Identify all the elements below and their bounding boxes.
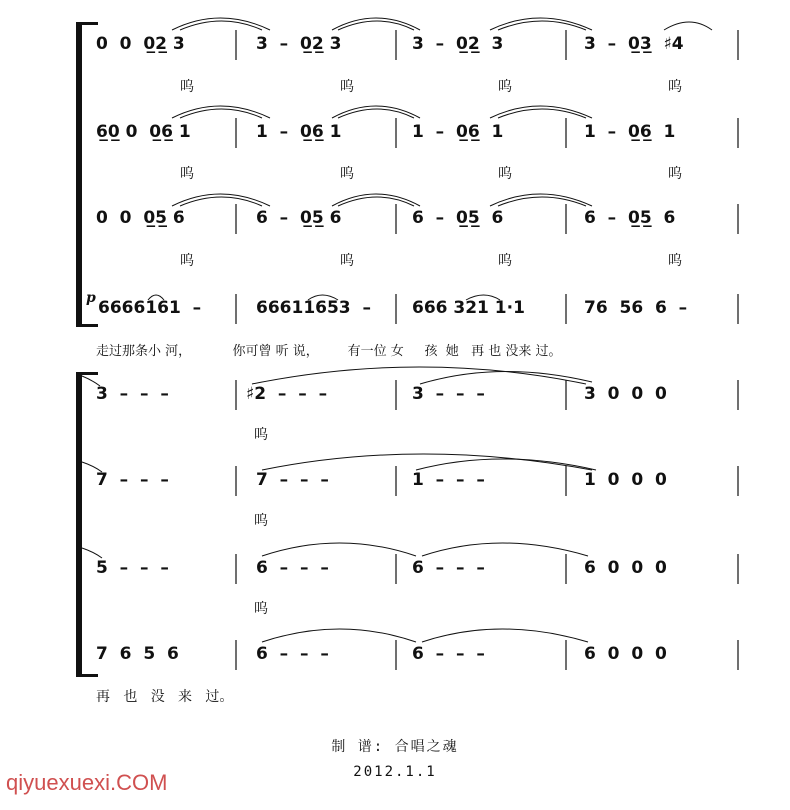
- lyric-syllable: 呜: [340, 166, 354, 182]
- measure: 3 – 0̲2̲ 3: [256, 34, 342, 54]
- measure: 1 – 0̲6̲ 1: [412, 122, 504, 142]
- slur: [148, 295, 164, 300]
- lyric-syllable: 呜: [254, 513, 268, 529]
- measure: 6 – 0̲5̲ 6: [256, 208, 342, 228]
- lyric-syllable: 呜: [668, 166, 682, 182]
- lyric-syllable: 呜: [180, 166, 194, 182]
- measure: 6 0 0 0: [584, 558, 667, 578]
- site-watermark: qiyuexuexi.COM: [6, 770, 168, 795]
- measure: 7 – – –: [256, 470, 329, 490]
- lyric-syllable: 呜: [340, 253, 354, 269]
- lyric-syllable: 呜: [180, 79, 194, 95]
- measure: 66611653 –: [256, 298, 371, 318]
- lyric-syllable: 呜: [254, 601, 268, 617]
- tie: [262, 629, 416, 642]
- slur: [172, 106, 270, 118]
- measure: 3 – 0̲3̲ ♯4: [584, 34, 684, 54]
- slur: [490, 18, 592, 30]
- measure: 6 – 0̲5̲ 6: [584, 208, 676, 228]
- slur: [308, 295, 338, 300]
- measure: 3 – 0̲2̲ 3: [412, 34, 504, 54]
- slur: [664, 22, 712, 30]
- lyric-syllable: 呜: [254, 427, 268, 443]
- lyric-syllable: 呜: [668, 253, 682, 269]
- tie: [252, 367, 586, 384]
- measure: 6 – – –: [412, 644, 485, 664]
- measure: 3 – – –: [96, 384, 169, 404]
- barlines: [236, 30, 738, 670]
- tie: [82, 376, 100, 386]
- lyric-line: 再 也 没 来 过。: [96, 689, 234, 705]
- lyric-line: 走过那条小 河， 你可曾 听 说， 有一位 女 孩 她 再 也 没来 过。: [96, 344, 562, 359]
- measure: 1 – 0̲6̲ 1: [256, 122, 342, 142]
- slur: [172, 194, 270, 206]
- measure: 6 – – –: [412, 558, 485, 578]
- tie: [422, 543, 588, 556]
- measure: 7 6 5 6: [96, 644, 179, 664]
- tie: [82, 548, 102, 558]
- lyric-syllable: 呜: [498, 253, 512, 269]
- measure: 1 – 0̲6̲ 1: [584, 122, 676, 142]
- slur: [490, 194, 592, 206]
- measure: 6̲0̲ 0 0̲6̲ 1: [96, 122, 191, 142]
- measure: 666 321 1·1: [412, 298, 525, 318]
- slurs: [82, 18, 712, 642]
- measure: 1 0 0 0: [584, 470, 667, 490]
- measure: 6 0 0 0: [584, 644, 667, 664]
- lyric-syllable: 呜: [668, 79, 682, 95]
- arranger-credit: 制 谱: 合唱之魂: [331, 739, 459, 755]
- lyric-syllable: 呜: [498, 79, 512, 95]
- tie: [422, 629, 588, 642]
- measure: 5 – – –: [96, 558, 169, 578]
- measure: 3 – – –: [412, 384, 485, 404]
- measure: 0 0 0̲2̲ 3: [96, 34, 185, 54]
- measure: 0 0 0̲5̲ 6: [96, 208, 185, 228]
- lyric-syllable: 呜: [498, 166, 512, 182]
- measure: 6 – – –: [256, 644, 329, 664]
- slur: [490, 106, 592, 118]
- slur: [172, 18, 270, 30]
- slur: [332, 106, 420, 118]
- measure: 76 56 6 –: [584, 298, 688, 318]
- tie: [416, 459, 596, 470]
- measure: 6 – 0̲5̲ 6: [412, 208, 504, 228]
- slur: [332, 194, 420, 206]
- measure: 6 – – –: [256, 558, 329, 578]
- tie: [262, 543, 416, 556]
- measure: 7 – – –: [96, 470, 169, 490]
- measure: 3 0 0 0: [584, 384, 667, 404]
- measure: ♯2 – – –: [246, 384, 328, 404]
- lyric-syllable: 呜: [180, 253, 194, 269]
- measure: 1 – – –: [412, 470, 485, 490]
- lyric-syllable: 呜: [340, 79, 354, 95]
- dynamic-marking: p: [86, 290, 96, 306]
- tie: [82, 462, 102, 472]
- date-credit: 2012.1.1: [353, 764, 437, 780]
- slur: [466, 295, 500, 300]
- slur: [332, 18, 420, 30]
- measure: 6666161 –: [98, 298, 202, 318]
